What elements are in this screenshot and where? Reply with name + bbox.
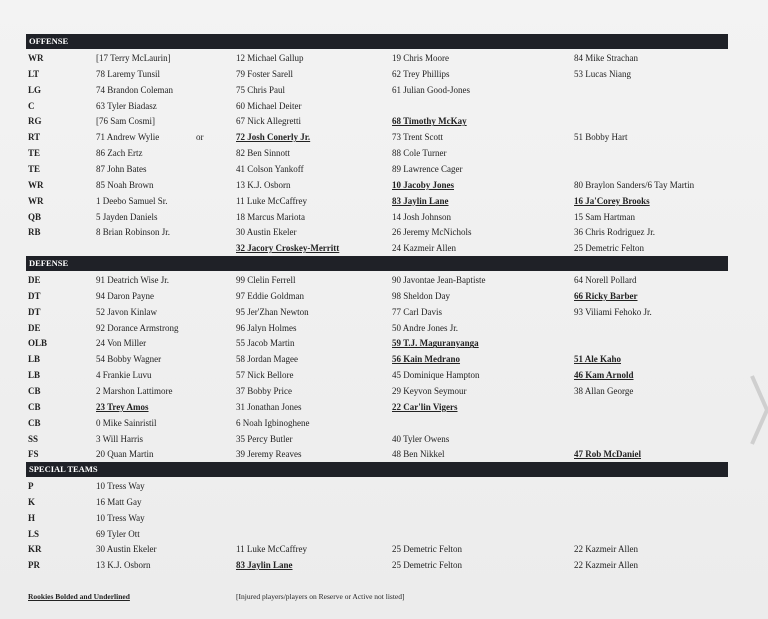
player-name: 45 Dominique Hampton — [392, 370, 480, 381]
player-name: 22 Kazmeir Allen — [574, 544, 638, 555]
player-name: 55 Jacob Martin — [236, 338, 295, 349]
player-name: 37 Bobby Price — [236, 385, 292, 396]
table-row — [0, 367, 768, 383]
player-name: 71 Andrew Wylie — [96, 132, 160, 143]
table-row — [0, 272, 768, 288]
position-label: P — [28, 481, 34, 491]
player-name: 56 Kain Medrano — [392, 354, 461, 365]
player-name: 4 Frankie Luvu — [96, 370, 152, 381]
position-label: RB — [28, 227, 41, 238]
player-name: 19 Chris Moore — [392, 53, 449, 63]
player-name: 83 Jaylin Lane — [236, 560, 293, 571]
player-name: 11 Luke McCaffrey — [236, 195, 307, 206]
player-name: 16 Ja'Corey Brooks — [574, 195, 650, 206]
player-name: 50 Andre Jones Jr. — [392, 322, 458, 333]
position-label: C — [28, 100, 35, 111]
player-name: 38 Allan George — [574, 385, 634, 396]
position-label: DT — [28, 290, 41, 301]
table-row — [0, 494, 768, 510]
table-row — [0, 66, 768, 82]
position-label: QB — [28, 211, 42, 222]
player-name: 36 Chris Rodriguez Jr. — [574, 227, 655, 238]
table-row — [0, 399, 768, 415]
player-name: 91 Deatrich Wise Jr. — [96, 275, 169, 285]
position-label: LT — [28, 68, 40, 79]
player-name: 60 Michael Deiter — [236, 100, 302, 111]
player-name: 22 Car'lin Vigers — [392, 401, 458, 412]
table-row — [0, 320, 768, 336]
position-label: CB — [28, 385, 41, 396]
table-row — [0, 415, 768, 431]
player-name: 5 Jayden Daniels — [96, 211, 158, 222]
table-row — [0, 383, 768, 399]
player-name: 3 Will Harris — [96, 433, 143, 444]
rookie-legend: Rookies Bolded and Underlined — [28, 592, 130, 601]
table-row — [0, 209, 768, 225]
position-label: LS — [28, 528, 40, 539]
position-label: WR — [28, 179, 44, 190]
player-name: 41 Colson Yankoff — [236, 163, 304, 174]
player-name: 58 Jordan Magee — [236, 354, 298, 365]
table-row — [0, 82, 768, 98]
player-name: 47 Rob McDaniel — [574, 449, 641, 460]
player-name: 1 Deebo Samuel Sr. — [96, 195, 168, 206]
player-name: 11 Luke McCaffrey — [236, 544, 307, 555]
player-name: 16 Matt Gay — [96, 496, 142, 507]
or-label: or — [196, 132, 204, 143]
player-name: 8 Brian Robinson Jr. — [96, 227, 171, 238]
player-name: 30 Austin Ekeler — [236, 227, 297, 238]
player-name: 84 Mike Strachan — [574, 53, 638, 63]
table-row — [0, 145, 768, 161]
table-row — [0, 288, 768, 304]
table-row — [0, 446, 768, 462]
player-name: 24 Von Miller — [96, 338, 147, 349]
player-name: 98 Sheldon Day — [392, 290, 450, 301]
position-label: CB — [28, 401, 41, 412]
player-name: [17 Terry McLaurin] — [96, 53, 171, 63]
player-name: 51 Bobby Hart — [574, 132, 628, 143]
player-name: 40 Tyler Owens — [392, 433, 450, 444]
player-name: 10 Tress Way — [96, 512, 145, 523]
position-label: RG — [28, 116, 42, 127]
player-name: 66 Ricky Barber — [574, 290, 638, 301]
table-row — [0, 240, 768, 256]
player-name: 74 Brandon Coleman — [96, 84, 173, 95]
position-label: WR — [28, 53, 44, 63]
player-name: 64 Norell Pollard — [574, 275, 637, 285]
injury-note: [Injured players/players on Reserve or Active not listed] — [236, 592, 405, 601]
position-label: K — [28, 496, 36, 507]
player-name: 89 Lawrence Cager — [392, 163, 463, 174]
position-label: RT — [28, 132, 41, 143]
player-name: 32 Jacory Croskey-Merritt — [236, 243, 340, 254]
section-header-defense: DEFENSE — [26, 256, 728, 271]
position-label: DE — [28, 322, 41, 333]
player-name: 20 Quan Martin — [96, 449, 154, 460]
player-name: 92 Dorance Armstrong — [96, 322, 179, 333]
table-row — [0, 335, 768, 351]
position-label: FS — [28, 449, 39, 460]
player-name: 94 Daron Payne — [96, 290, 154, 301]
player-name: 13 K.J. Osborn — [96, 560, 151, 571]
table-row — [0, 98, 768, 114]
player-name: 0 Mike Sainristil — [96, 417, 157, 428]
player-name: 25 Demetric Felton — [574, 243, 644, 254]
player-name: 15 Sam Hartman — [574, 211, 635, 222]
table-row — [0, 557, 768, 573]
table-row — [0, 129, 768, 145]
table-row — [0, 177, 768, 193]
position-label: PR — [28, 560, 40, 571]
player-name: 85 Noah Brown — [96, 179, 154, 190]
player-name: 30 Austin Ekeler — [96, 544, 157, 555]
position-label: LB — [28, 370, 41, 381]
position-label: OLB — [28, 338, 48, 349]
table-row — [0, 224, 768, 240]
player-name: 90 Javontae Jean-Baptiste — [392, 275, 486, 285]
table-row — [0, 304, 768, 320]
player-name: 88 Cole Turner — [392, 148, 447, 159]
player-name: 69 Tyler Ott — [96, 528, 140, 539]
player-name: 13 K.J. Osborn — [236, 179, 291, 190]
table-row — [0, 351, 768, 367]
player-name: 73 Trent Scott — [392, 132, 444, 143]
player-name: 83 Jaylin Lane — [392, 195, 449, 206]
table-row — [0, 50, 768, 66]
player-name: 35 Percy Butler — [236, 433, 293, 444]
player-name: 31 Jonathan Jones — [236, 401, 302, 412]
player-name: 39 Jeremy Reaves — [236, 449, 302, 460]
position-label: CB — [28, 417, 41, 428]
player-name: 2 Marshon Lattimore — [96, 385, 173, 396]
player-name: 24 Kazmeir Allen — [392, 243, 456, 254]
table-row — [0, 526, 768, 542]
player-name: 26 Jeremy McNichols — [392, 227, 472, 238]
table-row — [0, 478, 768, 494]
player-name: 10 Tress Way — [96, 481, 145, 491]
player-name: 48 Ben Nikkel — [392, 449, 445, 460]
player-name: 18 Marcus Mariota — [236, 211, 305, 222]
player-name: 10 Jacoby Jones — [392, 179, 455, 190]
player-name: 63 Tyler Biadasz — [96, 100, 157, 111]
table-row — [0, 113, 768, 129]
position-label: DE — [28, 275, 41, 285]
player-name: 72 Josh Conerly Jr. — [236, 132, 311, 143]
position-label: TE — [28, 163, 41, 174]
position-label: TE — [28, 148, 41, 159]
position-label: LG — [28, 84, 42, 95]
table-row — [0, 193, 768, 209]
position-label: LB — [28, 354, 41, 365]
position-label: WR — [28, 195, 44, 206]
player-name: 82 Ben Sinnott — [236, 148, 291, 159]
player-name: 75 Chris Paul — [236, 84, 286, 95]
player-name: 12 Michael Gallup — [236, 53, 304, 63]
player-name: 6 Noah Igbinoghene — [236, 417, 310, 428]
player-name: [76 Sam Cosmi] — [96, 116, 156, 127]
player-name: 86 Zach Ertz — [96, 148, 143, 159]
section-header-offense: OFFENSE — [26, 34, 728, 49]
player-name: 79 Foster Sarell — [236, 68, 293, 79]
player-name: 57 Nick Bellore — [236, 370, 294, 381]
chevron-right-icon[interactable] — [750, 370, 768, 450]
player-name: 29 Keyvon Seymour — [392, 385, 467, 396]
position-label: SS — [28, 433, 39, 444]
player-name: 68 Timothy McKay — [392, 116, 467, 127]
player-name: 25 Demetric Felton — [392, 544, 462, 555]
player-name: 46 Kam Arnold — [574, 370, 634, 381]
player-name: 87 John Bates — [96, 163, 147, 174]
player-name: 25 Demetric Felton — [392, 560, 462, 571]
player-name: 96 Jalyn Holmes — [236, 322, 297, 333]
player-name: 78 Laremy Tunsil — [96, 68, 161, 79]
player-name: 99 Clelin Ferrell — [236, 275, 296, 285]
player-name: 14 Josh Johnson — [392, 211, 452, 222]
position-label: DT — [28, 306, 41, 317]
player-name: 93 Viliami Fehoko Jr. — [574, 306, 652, 317]
player-name: 52 Javon Kinlaw — [96, 306, 157, 317]
player-name: 22 Kazmeir Allen — [574, 560, 638, 571]
player-name: 97 Eddie Goldman — [236, 290, 304, 301]
player-name: 62 Trey Phillips — [392, 68, 450, 79]
player-name: 67 Nick Allegretti — [236, 116, 301, 127]
table-row — [0, 431, 768, 447]
player-name: 23 Trey Amos — [96, 401, 149, 412]
player-name: 54 Bobby Wagner — [96, 354, 162, 365]
player-name: 77 Carl Davis — [392, 306, 442, 317]
player-name: 59 T.J. Maguranyanga — [392, 338, 479, 349]
position-label: H — [28, 512, 36, 523]
player-name: 95 Jer'Zhan Newton — [236, 306, 309, 317]
player-name: 51 Ale Kaho — [574, 354, 622, 365]
player-name: 61 Julian Good-Jones — [392, 84, 470, 95]
position-label: KR — [28, 544, 42, 555]
player-name: 80 Braylon Sanders/6 Tay Martin — [574, 179, 695, 190]
table-row — [0, 541, 768, 557]
table-row — [0, 510, 768, 526]
section-header-special-teams: SPECIAL TEAMS — [26, 462, 728, 477]
player-name: 53 Lucas Niang — [574, 68, 631, 79]
table-row — [0, 161, 768, 177]
